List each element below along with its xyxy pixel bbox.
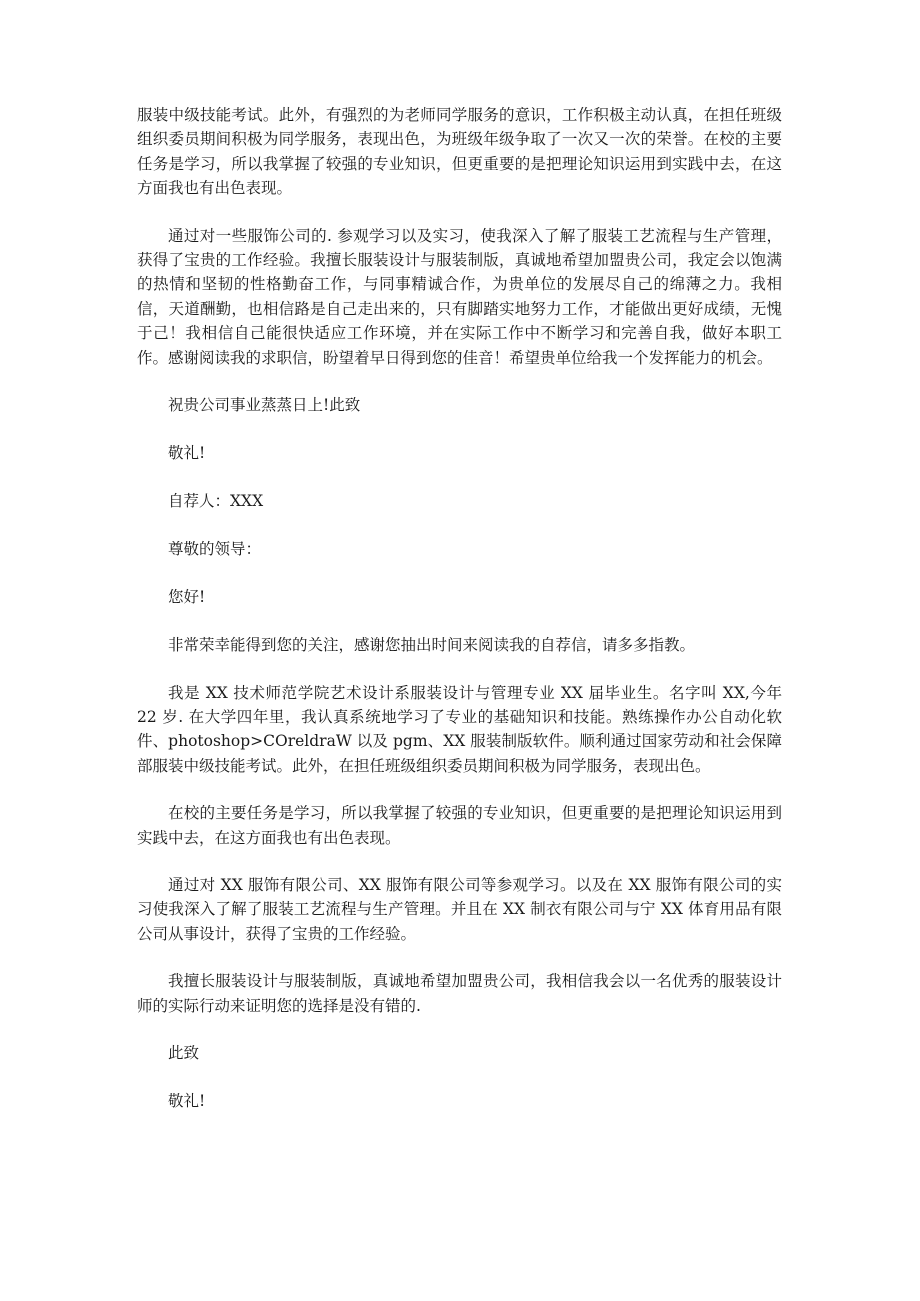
paragraph-introduction: 我是 XX 技术师范学院艺术设计系服装设计与管理专业 XX 届毕业生。名字叫 XX,今年 22 岁. 在大学四年里，我认真系统地学习了专业的基础知识和技能。熟练操作办公自动化软件、photoshop>COreldraW 以及 pgm、XX 服装制版软件。顺利通过国家劳动和社会保障部服装中级技能考试。此外，在担任班级组织委员期间积极为同学服务，表现出色。 xyxy=(137,683,782,775)
closing-jingli: 敬礼! xyxy=(168,1091,206,1110)
salutation-regards: 敬礼! xyxy=(168,443,206,462)
paragraph-skills: 我擅长服装设计与服装制版，真诚地希望加盟贵公司，我相信我会以一名优秀的服装设计师的实际行动来证明您的选择是没有错的. xyxy=(137,972,782,1015)
paragraph-continuation: 服装中级技能考试。此外，有强烈的为老师同学服务的意识，工作积极主动认真，在担任班级组织委员期间积极为同学服务，表现出色，为班级年级争取了一次又一次的荣誉。在校的主要任务是学习，所以我掌握了较强的专业知识，但更重要的是把理论知识运用到实践中去，在这方面我也有出色表现。 xyxy=(137,106,782,198)
paragraph-internship: 通过对 XX 服饰有限公司、XX 服饰有限公司等参观学习。以及在 XX 服饰有限公司的实习使我深入了解了服装工艺流程与生产管理。并且在 XX 制衣有限公司与宁 XX 体育用品有限公司从事设计，获得了宝贵的工作经验。 xyxy=(137,875,782,943)
greeting-addressee: 尊敬的领导： xyxy=(168,539,262,558)
greeting-hello: 您好! xyxy=(168,587,206,606)
signature-line: 自荐人：XXX xyxy=(168,491,264,510)
paragraph-experience: 通过对一些服饰公司的. 参观学习以及实习，使我深入了解了服装工艺流程与生产管理，获得了宝贵的工作经验。我擅长服装设计与服装制版，真诚地希望加盟贵公司，我定会以饱满的热情和坚韧的性格勤奋工作，与同事精诚合作，为贵单位的发展尽自己的绵薄之力。我相信，天道酬勤，也相信路是自己走出来的，只有脚踏实地努力工作，才能做出更好成绩，无愧于己！我相信自己能很快适应工作环境，并在实际工作中不断学习和完善自我，做好本职工作。感谢阅读我的求职信，盼望着早日得到您的佳音！希望贵单位给我一个发挥能力的机会。 xyxy=(137,226,782,367)
closing-wish: 祝贵公司事业蒸蒸日上!此致 xyxy=(168,396,361,415)
paragraph-study: 在校的主要任务是学习，所以我掌握了较强的专业知识，但更重要的是把理论知识运用到实践中去，在这方面我也有出色表现。 xyxy=(137,804,782,847)
paragraph-thanks: 非常荣幸能得到您的关注，感谢您抽出时间来阅读我的自荐信，请多多指教。 xyxy=(168,635,696,654)
closing-cizhi: 此致 xyxy=(168,1043,200,1062)
letter-body xyxy=(137,103,782,1137)
